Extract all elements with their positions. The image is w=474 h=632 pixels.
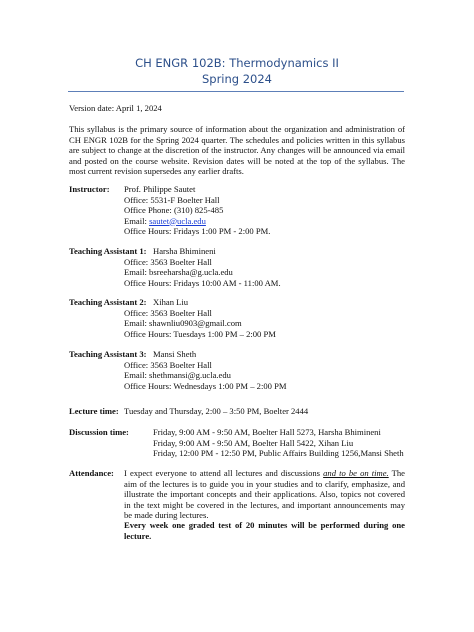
instructor-email-line	[124, 216, 206, 227]
discussion-label: Discussion time:	[69, 427, 129, 437]
title-divider	[68, 91, 404, 92]
instructor-name: Prof. Philippe Sautet	[124, 184, 196, 194]
instructor-office: Office: 5531-F Boelter Hall	[124, 194, 220, 205]
instructor-office-hours: Office Hours: Fridays 1:00 PM - 2:00 PM.	[124, 226, 271, 236]
ta-label: Teaching Assistant 2:	[69, 297, 147, 307]
lecture-time: Tuesday and Thursday, 2:00 – 3:50 PM, Boelter 2444	[124, 406, 309, 416]
ta-label: Teaching Assistant 1:	[69, 246, 147, 256]
ta-office: Office: 3563 Boelter Hall	[124, 359, 212, 370]
attendance-test-note: Every week one graded test of 20 minutes will be performed during one lecture.	[124, 520, 405, 541]
instructor-phone: Office Phone: (310) 825-485	[124, 205, 224, 215]
ta-office: Office: 3563 Boelter Hall	[124, 256, 212, 267]
ta-name: Xihan Liu	[153, 297, 189, 307]
ta-email: Email: bsreeharsha@g.ucla.edu	[124, 267, 233, 277]
instructor-email-prefix: Email:	[124, 215, 150, 226]
ta-office-hours: Office Hours: Fridays 10:00 AM - 11:00 AM.	[124, 277, 281, 288]
discussion-line: Friday, 9:00 AM - 9:50 AM, Boelter Hall 5273, Harsha Bhimineni	[153, 427, 381, 437]
lecture-label: Lecture time:	[69, 406, 119, 416]
ta-office: Office: 3563 Boelter Hall	[124, 307, 212, 318]
attendance-text-continued: The aim of the lectures is to guide you in your studies and to clarify, emphasize, and illustrate the important concepts and their applications. Also, topics not covered in the text might be covered in the lectures, and important announcements may be made during lectures.	[124, 468, 405, 520]
ta-name: Harsha Bhimineni	[153, 246, 216, 256]
discussion-line: Friday, 9:00 AM - 9:50 AM, Boelter Hall 5422, Xihan Liu	[153, 437, 354, 448]
ta-name: Mansi Sheth	[153, 349, 197, 359]
version-date: Version date: April 1, 2024	[69, 103, 162, 113]
attendance-text: I expect everyone to attend all lectures and discussions	[124, 468, 324, 478]
attendance-paragraph	[124, 468, 405, 521]
course-term: Spring 2024	[201, 72, 273, 86]
attendance-label: Attendance:	[69, 468, 114, 478]
ta-email: Email: shawnliu0903@gmail.com	[124, 318, 242, 328]
intro-paragraph: This syllabus is the primary source of information about the organization and administration of CH ENGR 102B for the Spring 2024 quarter. The schedules and policies written in this syllabus are subject to change at the discretion of the instructor. Any changes will be announced via email and posted on the course website. Revision dates will be noted at the top of the syllabus. The most current revision supersedes any earlier drafts.	[69, 124, 405, 176]
instructor-label: Instructor:	[69, 184, 110, 194]
ta-email: Email: shethmansi@g.ucla.edu	[124, 370, 231, 380]
ta-office-hours: Office Hours: Wednesdays 1:00 PM – 2:00 PM	[124, 380, 287, 391]
instructor-email-link[interactable]: sautet@ucla.edu	[149, 215, 206, 226]
course-title: CH ENGR 102B: Thermodynamics II	[135, 56, 339, 70]
attendance-emphasis: and to be on time.	[323, 468, 389, 478]
ta-label: Teaching Assistant 3:	[69, 349, 147, 359]
ta-office-hours: Office Hours: Tuesdays 1:00 PM – 2:00 PM	[124, 328, 276, 339]
discussion-line: Friday, 12:00 PM - 12:50 PM, Public Affairs Building 1256,Mansi Sheth	[153, 448, 404, 458]
